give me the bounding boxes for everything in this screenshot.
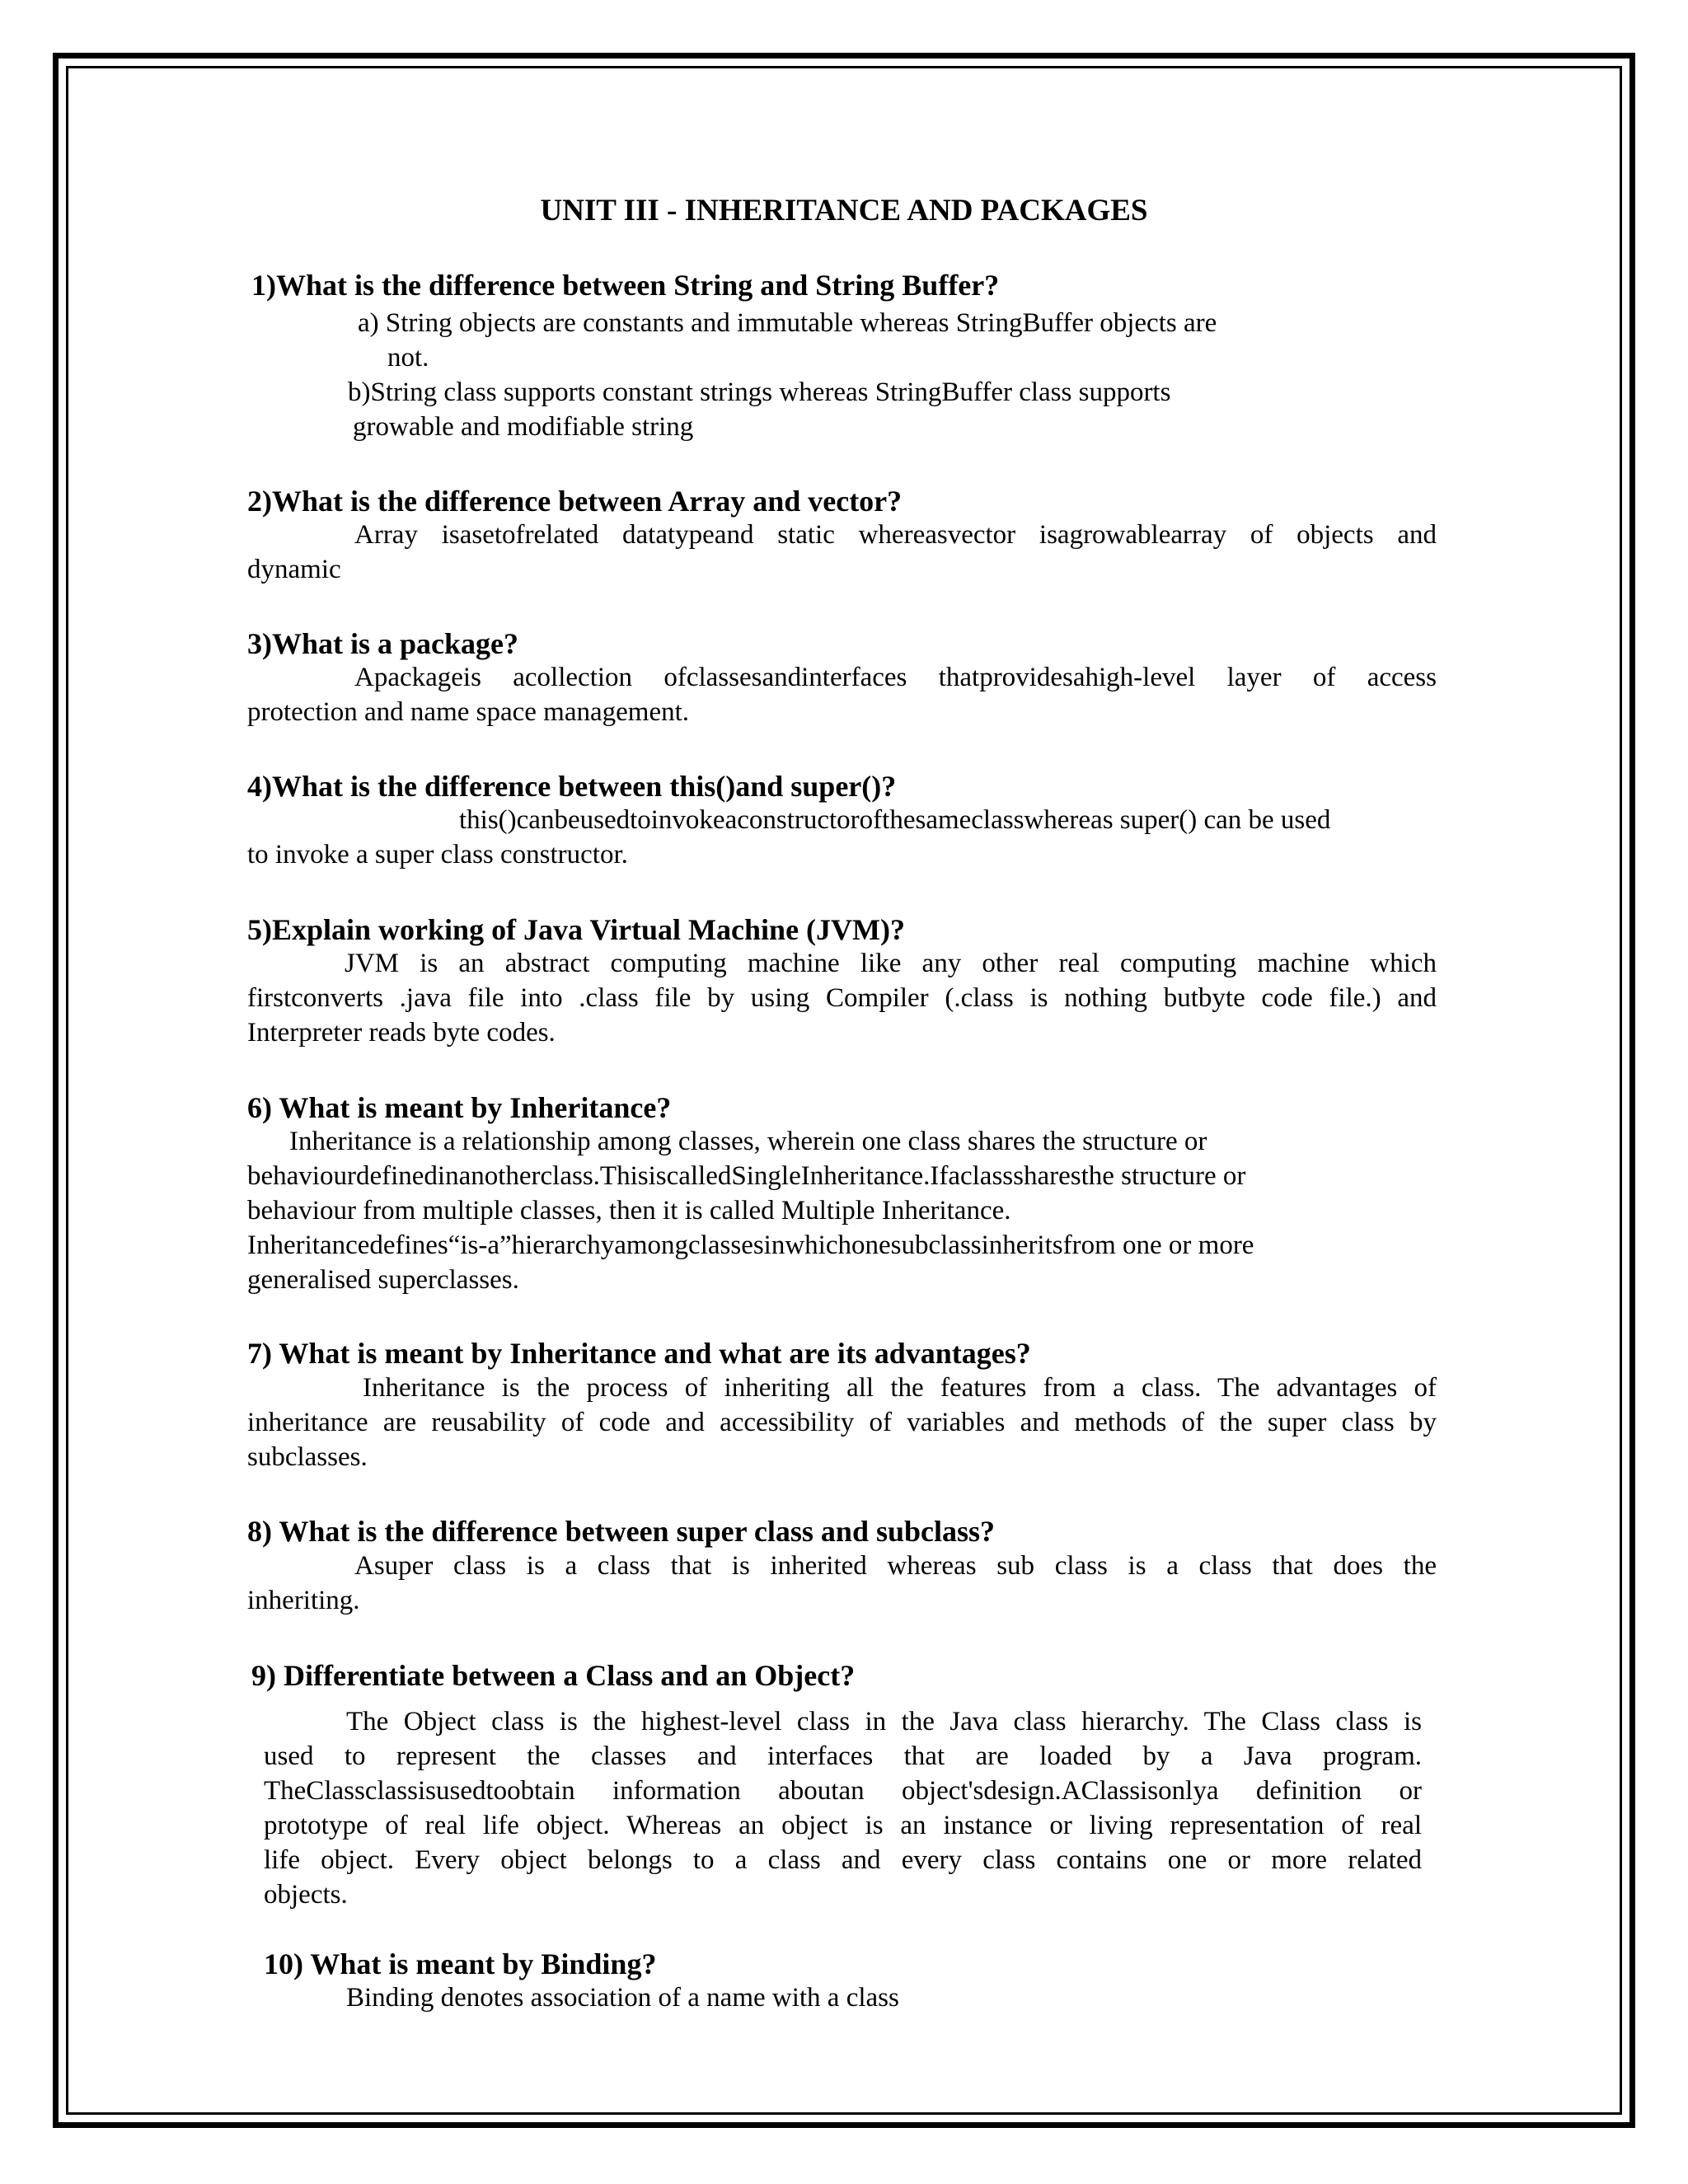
question-1-line-4: growable and modifiable string: [353, 412, 694, 442]
question-2-line-2: dynamic: [247, 555, 341, 584]
question-5-heading: 5)Explain working of Java Virtual Machine (JVM)?: [247, 913, 905, 946]
question-9-line-4: prototype of real life object. Whereas an object is an instance or living representation of real: [264, 1811, 1422, 1840]
question-9-line-2: used to represent the classes and interfaces that are loaded by a Java program.: [264, 1741, 1422, 1771]
question-3-line-2: protection and name space management.: [247, 697, 690, 727]
question-6-line-5: generalised superclasses.: [247, 1265, 519, 1295]
question-5-line-3: Interpreter reads byte codes.: [247, 1018, 556, 1047]
question-6-line-2: behaviourdefinedinanotherclass.ThisiscalledSingleInheritance.Ifaclasssharesthe structure or: [247, 1161, 1246, 1191]
question-10-line-1: Binding denotes association of a name with a class: [346, 1983, 899, 2013]
question-6-line-1: Inheritance is a relationship among classes, wherein one class shares the structure or: [289, 1127, 1207, 1156]
question-6-heading: 6) What is meant by Inheritance?: [247, 1091, 672, 1124]
question-7-heading: 7) What is meant by Inheritance and what are its advantages?: [247, 1337, 1031, 1370]
question-9-line-6: objects.: [264, 1880, 348, 1910]
question-4-heading: 4)What is the difference between this()and super()?: [247, 770, 897, 803]
question-2-heading: 2)What is the difference between Array and vector?: [247, 485, 903, 518]
question-9-line-1: The Object class is the highest-level class in the Java class hierarchy. The Class class is: [346, 1707, 1422, 1736]
question-9-line-3: TheClassclassisusedtoobtain information aboutan object'sdesign.AClassisonlya definition or: [264, 1776, 1422, 1806]
question-1-line-1: a) String objects are constants and immutable whereas StringBuffer objects are: [358, 308, 1217, 338]
question-5-line-1: JVM is an abstract computing machine like any other real computing machine which: [345, 949, 1437, 978]
question-4-line-1: this()canbeusedtoinvokeaconstructorofthesameclasswhereas super() can be used: [459, 805, 1331, 835]
question-6-line-4: Inheritancedefines“is-a”hierarchyamongclassesinwhichonesubclassinheritsfrom one or more: [247, 1230, 1254, 1260]
question-8-heading: 8) What is the difference between super class and subclass?: [247, 1515, 996, 1548]
question-4-line-2: to invoke a super class constructor.: [247, 840, 628, 869]
question-3-heading: 3)What is a package?: [247, 627, 519, 660]
question-1-heading: 1)What is the difference between String and String Buffer?: [251, 269, 1000, 302]
question-1-line-2: not.: [387, 343, 429, 373]
question-5-line-2: firstconverts .java file into .class file by using Compiler (.class is nothing butbyte code file.) and: [247, 983, 1437, 1013]
question-7-line-2: inheritance are reusability of code and accessibility of variables and methods of the super class by: [247, 1408, 1437, 1437]
question-9-heading: 9) Differentiate between a Class and an Object?: [251, 1659, 856, 1692]
question-1-line-3: b)String class supports constant strings whereas StringBuffer class supports: [348, 377, 1171, 407]
page-title: UNIT III - INHERITANCE AND PACKAGES: [540, 194, 1148, 227]
question-7-line-1: Inheritance is the process of inheriting all the features from a class. The advantages of: [363, 1373, 1437, 1403]
question-9-line-5: life object. Every object belongs to a class and every class contains one or more related: [264, 1845, 1422, 1875]
question-8-line-1: Asuper class is a class that is inherited whereas sub class is a class that does the: [354, 1551, 1437, 1581]
question-10-heading: 10) What is meant by Binding?: [264, 1947, 657, 1980]
question-3-line-1: Apackageis acollection ofclassesandinterfaces thatprovidesahigh-level layer of access: [354, 663, 1437, 692]
question-8-line-2: inheriting.: [247, 1586, 360, 1615]
question-6-line-3: behaviour from multiple classes, then it is called Multiple Inheritance.: [247, 1196, 1011, 1226]
question-7-line-3: subclasses.: [247, 1442, 368, 1472]
question-2-line-1: Array isasetofrelated datatypeand static whereasvector isagrowablearray of objects and: [354, 520, 1437, 550]
